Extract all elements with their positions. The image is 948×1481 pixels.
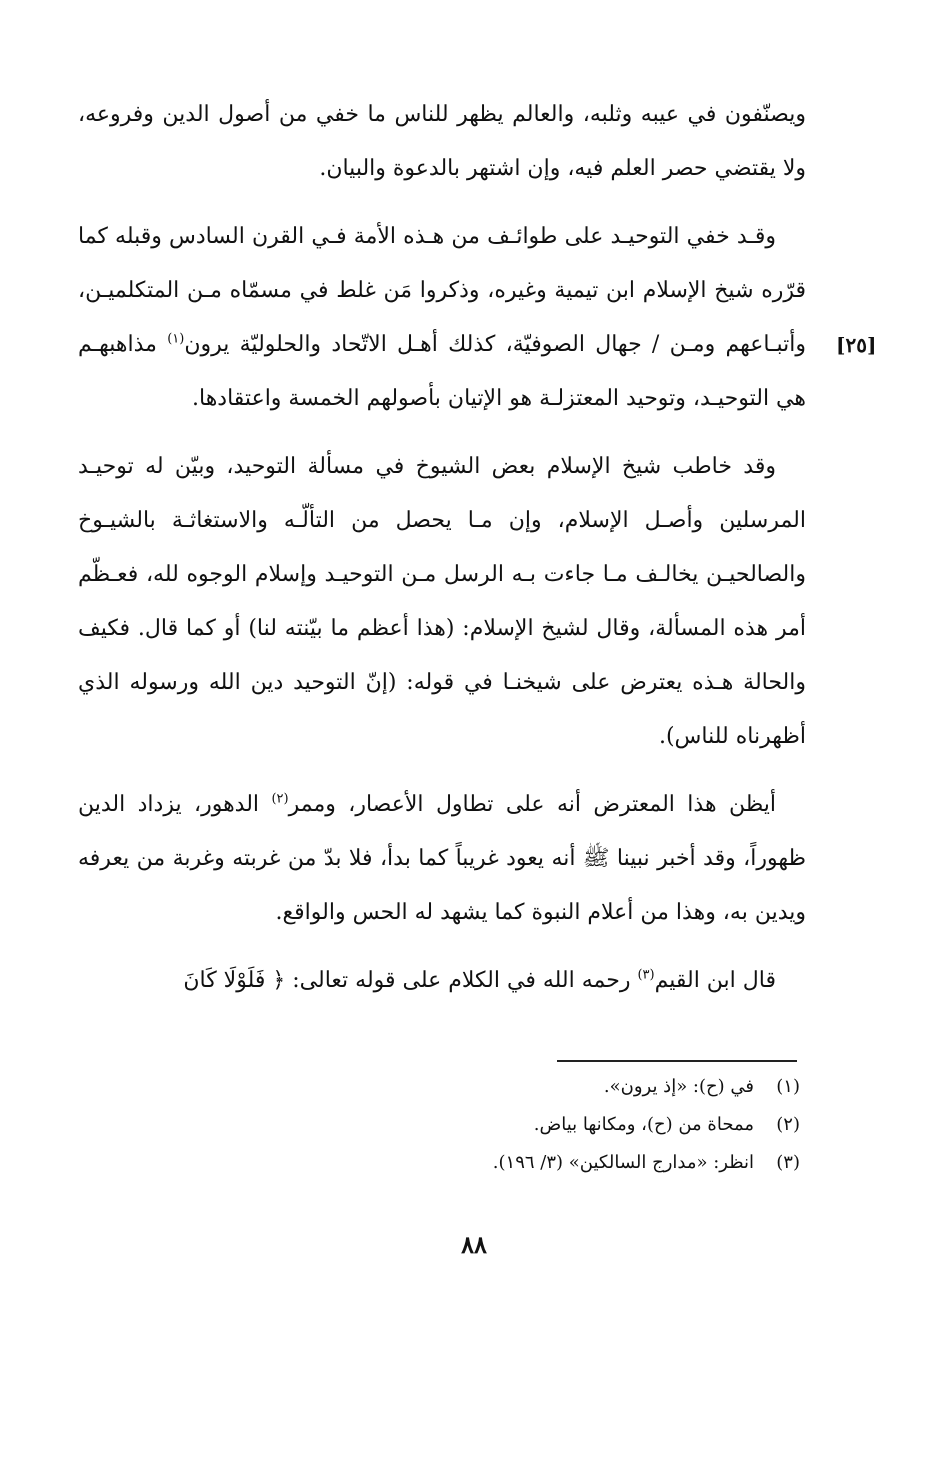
footnote-number: (٢) [776,1114,800,1135]
footnote-ref-1: (١) [167,331,185,347]
footnote-text: في (ح): «إذ يرون». [603,1076,754,1097]
paragraph-5 [78,954,806,1008]
footnote-item [300,1068,800,1106]
page-number: ٨٨ [461,1230,487,1259]
paragraph-3: وقد خاطب شيخ الإسلام بعض الشيوخ في مسألة التوحيد، وبيّن له توحيـد المرسلين وأصـل الإسلام، وإن مـا يحصل من التألّـه والاستغاثـة بالشيـوخ والصالحيـن يخالـف مـا جاءت بـه الرسل مـن التوحيـد وإسلام الوجوه لله، فعـظّم أمر هذه المسألة، وقال لشيخ الإسلام: (هذا أعظم ما بيّنته لنا) أو كما قال. فكيف والحالة هـذه يعترض على شيخنـا في قوله: (إنّ التوحيد دين الله ورسوله الذي أظهرناه للناس). [78,454,806,749]
footnotes [300,1068,800,1182]
footnote-item [300,1144,800,1182]
footnote-text: ممحاة من (ح)، ومكانها بياض. [533,1114,754,1135]
paragraph-2-text-b: مذاهبهـم هي التوحيـد، وتوحيد المعتزلـة هو الإتيان بأصولهم الخمسة واعتقادها. [78,332,806,411]
paragraph-1: ويصنّفون في عيبه وثلبه، والعالم يظهر للناس ما خفي من أصول الدين وفروعه، ولا يقتضي حصر العلم فيه، وإن اشتهر بالدعوة والبيان. [78,102,806,181]
footnote-ref-3: (٣) [637,967,655,983]
paragraph-4-text-a: أيظن هذا المعترض أنه على تطاول الأعصار، وممر [288,792,776,817]
footnote-ref-2: (٢) [271,791,289,807]
margin-page-marker: [٢٥] [836,333,877,357]
footnote-item [300,1106,800,1144]
footnote-number: (٣) [776,1152,800,1173]
footnote-number: (١) [776,1076,800,1097]
page-body [78,88,877,1022]
paragraph-2-text-a: وقـد خفي التوحيـد على طوائـف من هـذه الأمة فـي القرن السادس وقبله كما قرّره شيخ الإسلام ابن تيمية وغيره، وذكروا مَن غلط في مسمّاه مـن المتكلميـن، وأتبـاعهم ومـن / جهال الصوفيّة، كذلك أهـل الاتّحاد والحلوليّة يرون [78,224,807,357]
footnote-divider [557,1060,797,1062]
paragraph-4-text-b: الدهور، يزداد الدين ظهوراً، وقد أخبر نبينا ﷺ أنه يعود غريباً كما بدأ، فلا بدّ من غربته وغربة من يعرفه ويدين به، وهذا من أعلام النبوة كما يشهد له الحس والواقع. [78,792,806,925]
paragraph-2 [78,210,877,426]
paragraph-5-text-b: رحمه الله في الكلام على قوله تعالى: ﴿ فَلَوْلَا كَانَ [183,968,638,993]
paragraph-5-text-a: قال ابن القيم [654,968,776,993]
footnote-text: انظر: «مدارج السالكين» (٣/ ١٩٦). [492,1152,754,1173]
paragraph-4 [78,778,806,940]
